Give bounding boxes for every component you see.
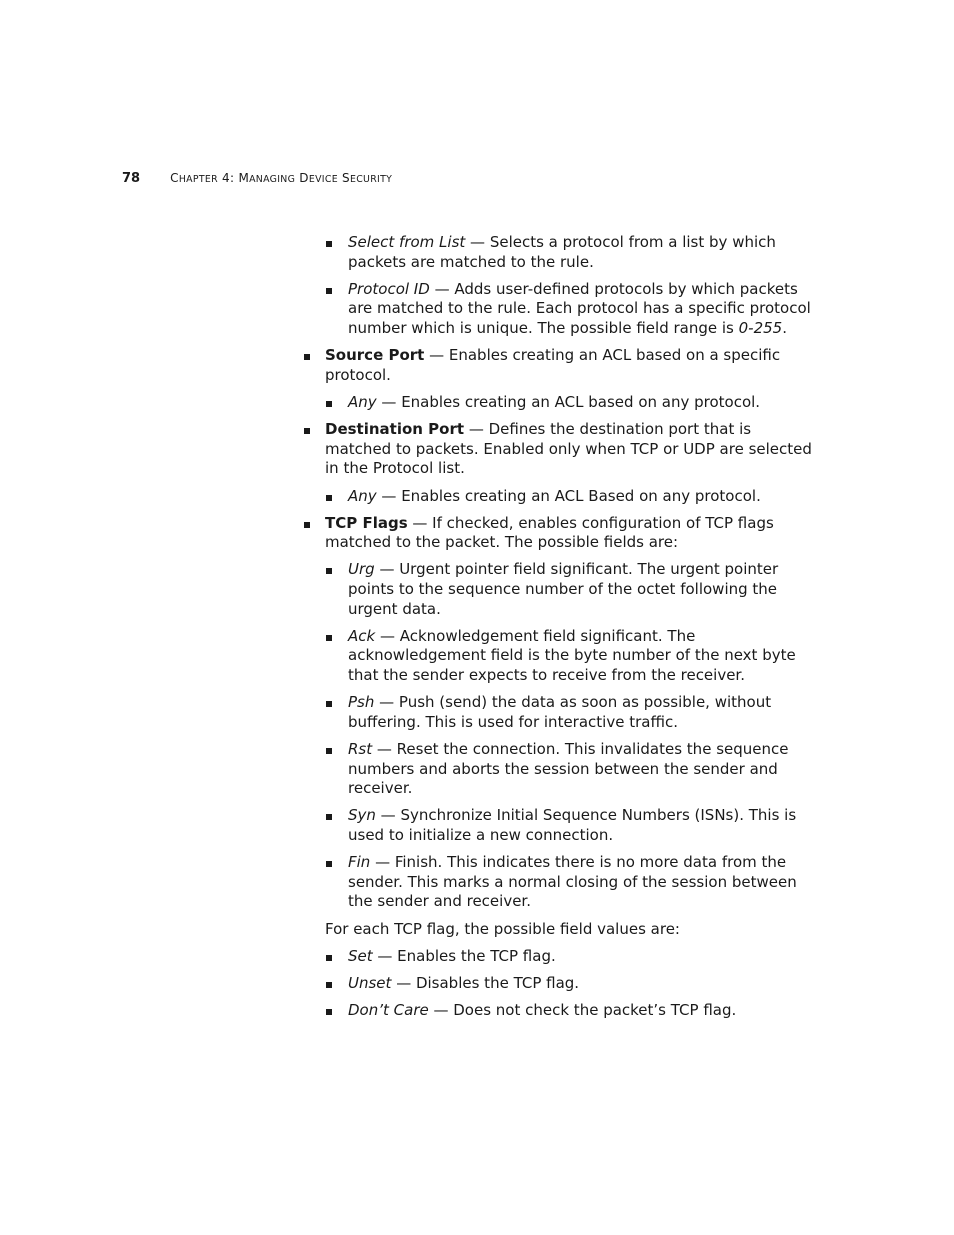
list-item xyxy=(303,693,819,732)
item-desc: — Disables the TCP flag. xyxy=(391,973,580,992)
list-item xyxy=(303,420,819,479)
bullet-icon xyxy=(326,861,332,867)
list-item xyxy=(303,514,819,553)
list-item xyxy=(303,627,819,686)
item-term: Set xyxy=(348,946,373,965)
item-term: Any xyxy=(348,392,377,411)
item-desc: — Push (send) the data as soon as possible, without buffering. This is used for interactive traffic. xyxy=(348,693,772,731)
list-item xyxy=(303,853,819,912)
bullet-icon xyxy=(326,401,332,407)
bullet-icon xyxy=(326,748,332,754)
page-number: 78 xyxy=(122,171,141,186)
list-item xyxy=(303,560,819,619)
bullet-icon xyxy=(326,568,332,574)
item-desc: — Defines the destination port that is matched to packets. Enabled only when TCP or UDP are selected in the Protocol list. xyxy=(325,420,812,478)
item-term: Source Port xyxy=(325,346,425,365)
body-content xyxy=(303,233,819,1028)
running-head: CHAPTER 4: MANAGING DEVICE SECURITY xyxy=(170,171,393,185)
item-desc: — Synchronize Initial Sequence Numbers (ISNs). This is used to initialize a new connection. xyxy=(348,806,797,844)
item-term: Ack xyxy=(348,626,376,645)
item-desc: — Urgent pointer field significant. The urgent pointer points to the sequence number of the octet following the urgent data. xyxy=(348,560,779,618)
bullet-icon xyxy=(326,701,332,707)
bullet-icon xyxy=(326,495,332,501)
item-term: Any xyxy=(348,486,377,505)
list-item xyxy=(303,280,819,339)
item-desc: — Enables creating an ACL based on any protocol. xyxy=(376,392,761,411)
item-term: Select from List xyxy=(348,233,466,251)
list-item xyxy=(303,393,819,413)
list-item xyxy=(303,233,819,272)
item-desc: — Reset the connection. This invalidates the sequence numbers and aborts the session between the sender and receiver. xyxy=(348,740,789,798)
bullet-icon xyxy=(326,982,332,988)
bullet-icon xyxy=(304,522,310,528)
item-term: Psh xyxy=(348,693,375,712)
item-term: Urg xyxy=(348,560,375,579)
bullet-icon xyxy=(326,814,332,820)
item-desc: — Adds user-defined protocols by which packets are matched to the rule. Each protocol has a specific protocol number which is unique. The possible field range is xyxy=(348,279,811,337)
item-desc-range: 0-255 xyxy=(738,318,783,337)
bullet-icon xyxy=(326,955,332,961)
list-item xyxy=(303,806,819,845)
item-term: Fin xyxy=(348,853,371,872)
bullet-icon xyxy=(326,1009,332,1015)
page-header xyxy=(122,171,392,186)
item-term: Protocol ID xyxy=(348,279,430,298)
item-term: Unset xyxy=(348,973,392,992)
item-term: Syn xyxy=(348,806,376,825)
list-item xyxy=(303,974,819,994)
bullet-icon xyxy=(304,428,310,434)
item-term: TCP Flags xyxy=(325,513,408,532)
item-desc: — Acknowledgement field significant. The acknowledgement field is the byte number of the next byte that the sender expects to receive from the receiver. xyxy=(348,626,796,685)
list-item xyxy=(303,947,819,967)
item-desc: — Enables creating an ACL based on a specific protocol. xyxy=(325,346,781,384)
bullet-icon xyxy=(326,241,332,247)
item-desc: — Selects a protocol from a list by which packets are matched to the rule. xyxy=(348,233,776,271)
item-desc: — Finish. This indicates there is no more data from the sender. This marks a normal closing of the session between the sender and receiver. xyxy=(348,853,797,911)
list-item xyxy=(303,1001,819,1021)
item-desc: — If checked, enables configuration of TCP flags matched to the packet. The possible fields are: xyxy=(325,513,774,552)
item-desc-end: . xyxy=(782,318,787,337)
body-paragraph: For each TCP flag, the possible field values are: xyxy=(325,919,680,938)
item-term: Rst xyxy=(348,740,373,758)
item-desc: — Enables the TCP flag. xyxy=(372,946,556,965)
list-item xyxy=(303,740,819,799)
item-term: Destination Port xyxy=(325,420,465,439)
item-desc: — Does not check the packet’s TCP flag. xyxy=(428,1001,737,1020)
item-desc: — Enables creating an ACL Based on any protocol. xyxy=(376,486,761,505)
bullet-icon xyxy=(326,288,332,294)
list-item xyxy=(303,346,819,385)
item-term: Don’t Care xyxy=(348,1001,429,1020)
bullet-icon xyxy=(304,354,310,360)
bullet-icon xyxy=(326,635,332,641)
list-item xyxy=(303,487,819,507)
